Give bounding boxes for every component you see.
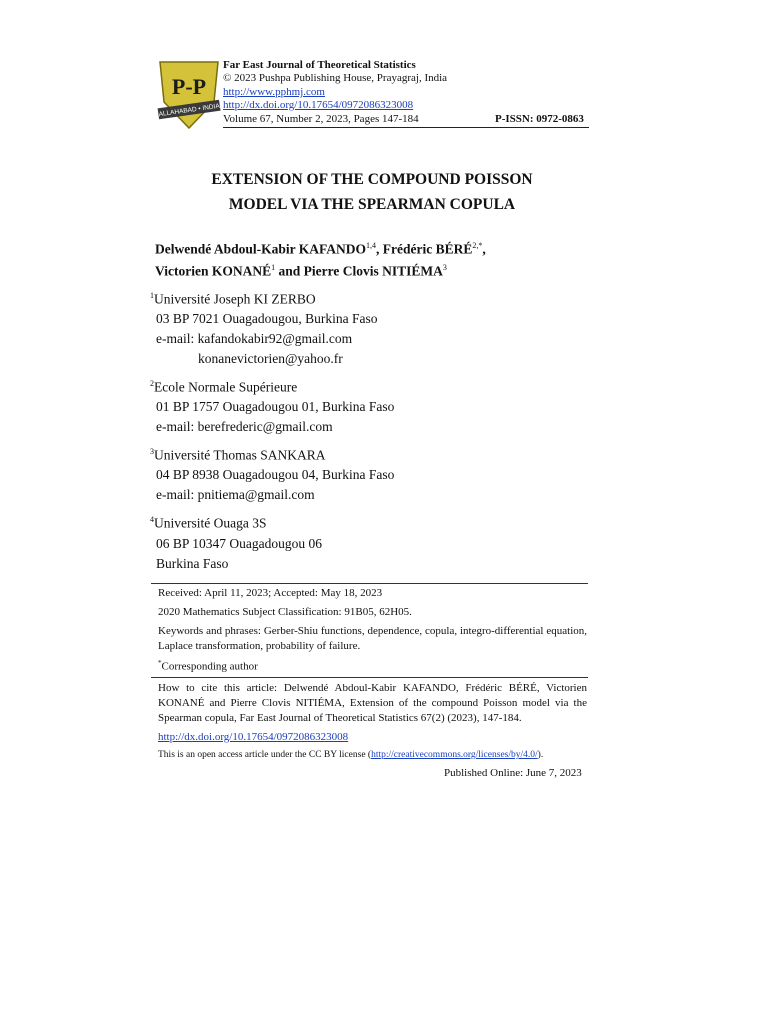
website-link[interactable]: http://www.pphmj.com [223,86,325,98]
affiliation-3-name [150,447,326,464]
affiliation-1-label: Université Joseph KI ZERBO [154,291,316,307]
license-note [158,750,543,760]
affiliation-4-address-2: Burkina Faso [156,556,229,571]
published-online: Published Online: June 7, 2023 [444,767,582,779]
logo-banner: ALLAHABAD • INDIA [158,102,221,119]
footer-divider-top [151,583,588,584]
copyright: © 2023 Pushpa Publishing House, Prayagraj, India [223,72,448,84]
publisher-logo [156,58,222,132]
footer-divider-bottom [151,677,588,678]
header-doi-link[interactable]: http://dx.doi.org/10.17654/0972086323008 [223,99,414,111]
affiliation-3-num: 3 [150,447,154,456]
journal-name: Far East Journal of Theoretical Statistics [223,59,416,71]
author-4-sup: 3 [442,263,447,272]
author-1: Delwendé Abdoul-Kabir KAFANDO [155,241,367,257]
citation-doi-link[interactable]: http://dx.doi.org/10.17654/0972086323008 [158,731,349,743]
license-text: This is an open access article under the CC BY license ( [158,750,372,760]
affiliation-2-name [150,379,297,396]
author-2: Frédéric BÉRÉ [382,241,473,257]
affiliation-1-email: e-mail: kafandokabir92@gmail.com [156,331,353,346]
authors-line-1 [155,241,486,258]
affiliation-3-address: 04 BP 8938 Ouagadougou 04, Burkina Faso [156,467,395,482]
header-divider [223,127,589,128]
affiliation-4-num: 4 [150,515,154,524]
affiliation-2-address: 01 BP 1757 Ouagadougou 01, Burkina Faso [156,399,395,414]
author-separator: , [482,241,486,257]
corresponding-mark: * [158,659,162,667]
corresponding-label: Corresponding author [161,660,258,673]
msc-classification: 2020 Mathematics Subject Classification: 91B05, 62H05. [158,606,412,618]
title-line-2: MODEL VIA THE SPEARMAN COPULA [228,196,516,213]
affiliation-2-label: Ecole Normale Supérieure [154,379,298,395]
affiliation-4-name [150,515,266,532]
author-3-sup: 1 [271,263,276,272]
citation-text: How to cite this article: Delwendé Abdoul-Kabir KAFANDO, Frédéric BÉRÉ, Victorien KONANÉ and Pierre Clovis NITIÉMA, Extension of the compound Poisson model via the Spearman copula, Far East Journal of Theoretical Statistics 67(2) (2023), 147-184. [158,682,587,724]
corresponding-author-note [158,659,258,673]
authors-line-2 [155,263,447,280]
author-and: and [275,263,304,279]
affiliation-2-email: e-mail: berefrederic@gmail.com [156,419,333,434]
affiliation-1-address: 03 BP 7021 Ouagadougou, Burkina Faso [156,311,378,326]
title-line-1: EXTENSION OF THE COMPOUND POISSON [211,171,533,188]
author-3: Victorien KONANÉ [155,263,272,279]
license-link[interactable]: http://creativecommons.org/licenses/by/4.0/ [371,750,538,760]
author-separator: , [376,241,383,257]
keywords: Keywords and phrases: Gerber-Shiu functions, dependence, copula, integro-differential equation, Laplace transformation, probability of failure. [158,625,587,652]
author-1-sup: 1,4 [366,241,377,250]
affiliation-3-email: e-mail: pnitiema@gmail.com [156,487,315,502]
affiliation-4-address: 06 BP 10347 Ouagadougou 06 [156,536,322,551]
affiliation-4-label: Université Ouaga 3S [154,515,267,531]
issn: P-ISSN: 0972-0863 [495,113,584,125]
affiliation-1-email-2: konanevictorien@yahoo.fr [198,351,343,366]
author-4: Pierre Clovis NITIÉMA [303,263,443,279]
license-text-end: ). [537,750,544,760]
received-dates: Received: April 11, 2023; Accepted: May 18, 2023 [158,587,383,599]
logo-text: P-P [171,74,207,99]
volume-info: Volume 67, Number 2, 2023, Pages 147-184 [223,113,419,125]
affiliation-2-num: 2 [150,379,154,388]
affiliation-1-name [150,291,316,308]
affiliation-1-num: 1 [150,291,154,300]
author-2-sup: 2,* [472,241,483,250]
affiliation-3-label: Université Thomas SANKARA [154,447,326,463]
